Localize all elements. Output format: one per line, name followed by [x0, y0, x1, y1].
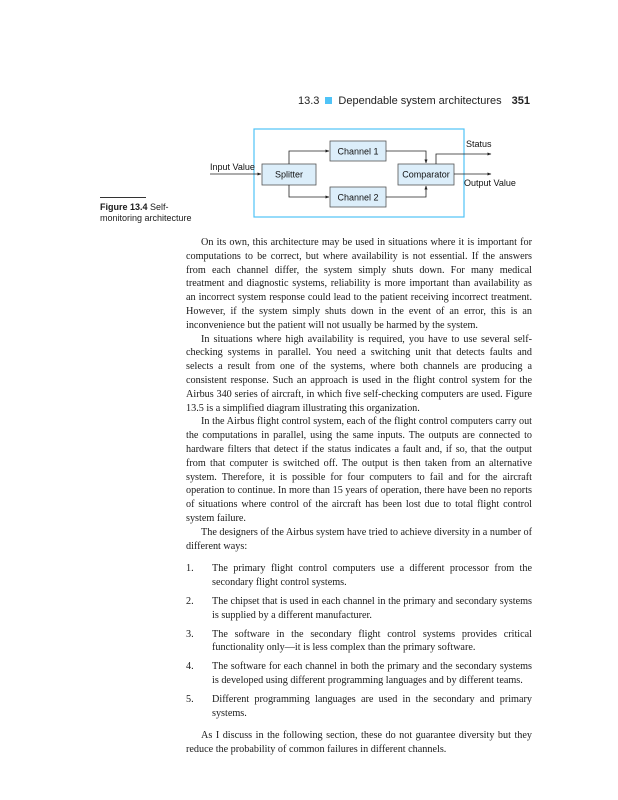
paragraph-1: On its own, this architecture may be used in situations where it is important for computations to be correct, but where availability is not essential. If the answers from each channel differ, the system simply shuts down. For many medical treatment and diagnostic systems, reliability is more important than availability as an incorrect system response could lead to the patient receiving incorrect treatment. However, if the system simply shuts down in the event of an error, this is an inconvenience but the patient will not usually be harmed by the system.	[186, 237, 532, 331]
paragraph-3: In the Airbus flight control system, each of the flight control computers carry out the computations in parallel, using the same inputs. The outputs are connected to hardware filters that detect if the status indicates a fault and, if so, that the output from that computer is switched off. The output is then taken from an alternative system. Therefore, it is possible for four computers to fail and for the aircraft operation to continue. In more than 15 years of operation, there have been no reports of situations where control of the aircraft has been lost due to total flight control system failure.	[186, 416, 532, 524]
status-label: Status	[466, 139, 492, 149]
figure-number: Figure 13.4	[100, 202, 148, 212]
list-number: 3.	[186, 628, 194, 640]
list-text: The primary flight control computers use a different processor from the secondary flight control systems.	[212, 563, 532, 589]
comparator-label: Comparator	[402, 169, 450, 180]
channel-2-label: Channel 2	[337, 192, 379, 203]
list-item	[186, 595, 532, 623]
splitter-label: Splitter	[274, 169, 304, 180]
diversity-list	[186, 562, 532, 720]
list-item	[186, 660, 532, 688]
page-number: 351	[511, 95, 530, 107]
splitter-to-channel-2-arrow	[289, 185, 329, 197]
running-header	[0, 95, 530, 107]
square-bullet-icon	[325, 97, 332, 104]
list-number: 2.	[186, 595, 194, 607]
body-text	[186, 236, 532, 757]
section-title: Dependable system architectures	[338, 95, 502, 107]
list-number: 4.	[186, 661, 194, 673]
channel-2-to-comparator-arrow	[386, 186, 426, 197]
list-item	[186, 693, 532, 721]
list-item	[186, 628, 532, 656]
list-item	[186, 562, 532, 590]
list-number: 1.	[186, 563, 194, 575]
paragraph-4: The designers of the Airbus system have tried to achieve diversity in a number of different ways:	[186, 526, 533, 552]
figure-caption	[100, 202, 200, 224]
channel-1-to-comparator-arrow	[386, 151, 426, 163]
input-value-label: Input Value	[210, 162, 255, 172]
list-text: Different programming languages are used in the secondary and primary systems.	[212, 693, 532, 719]
list-text: The software in the secondary flight control systems provides critical functionality only—it is less complex than the primary software.	[212, 628, 532, 654]
figure-caption-text: Self-monitoring architecture	[100, 202, 192, 223]
channel-1-label: Channel 1	[337, 146, 379, 157]
splitter-to-channel-1-arrow	[289, 151, 329, 164]
list-text: The chipset that is used in each channel in the primary and secondary systems is supplied by a different manufacturer.	[212, 595, 532, 621]
section-number: 13.3	[297, 95, 320, 107]
caption-rule	[100, 197, 146, 198]
output-value-label: Output Value	[464, 178, 516, 188]
paragraph-2: In situations where high availability is required, you have to use several self-checking systems in parallel. You need a switching unit that detects faults and selects a result from one of the systems, where both channels are producing a consistent response. Such an approach is used in the flight control system for the Airbus 340 series of aircraft, in which five self-checking computers are used. Figure 13.5 is a simplified diagram illustrating this organization.	[186, 333, 532, 414]
list-text: The software for each channel in both the primary and the secondary systems is developed using different programming languages and by different teams.	[212, 661, 532, 686]
closing-paragraph: As I discuss in the following section, these do not guarantee diversity but they reduce the probability of common failures in different channels.	[186, 730, 532, 756]
self-monitoring-diagram	[196, 124, 516, 222]
list-number: 5.	[186, 693, 194, 705]
